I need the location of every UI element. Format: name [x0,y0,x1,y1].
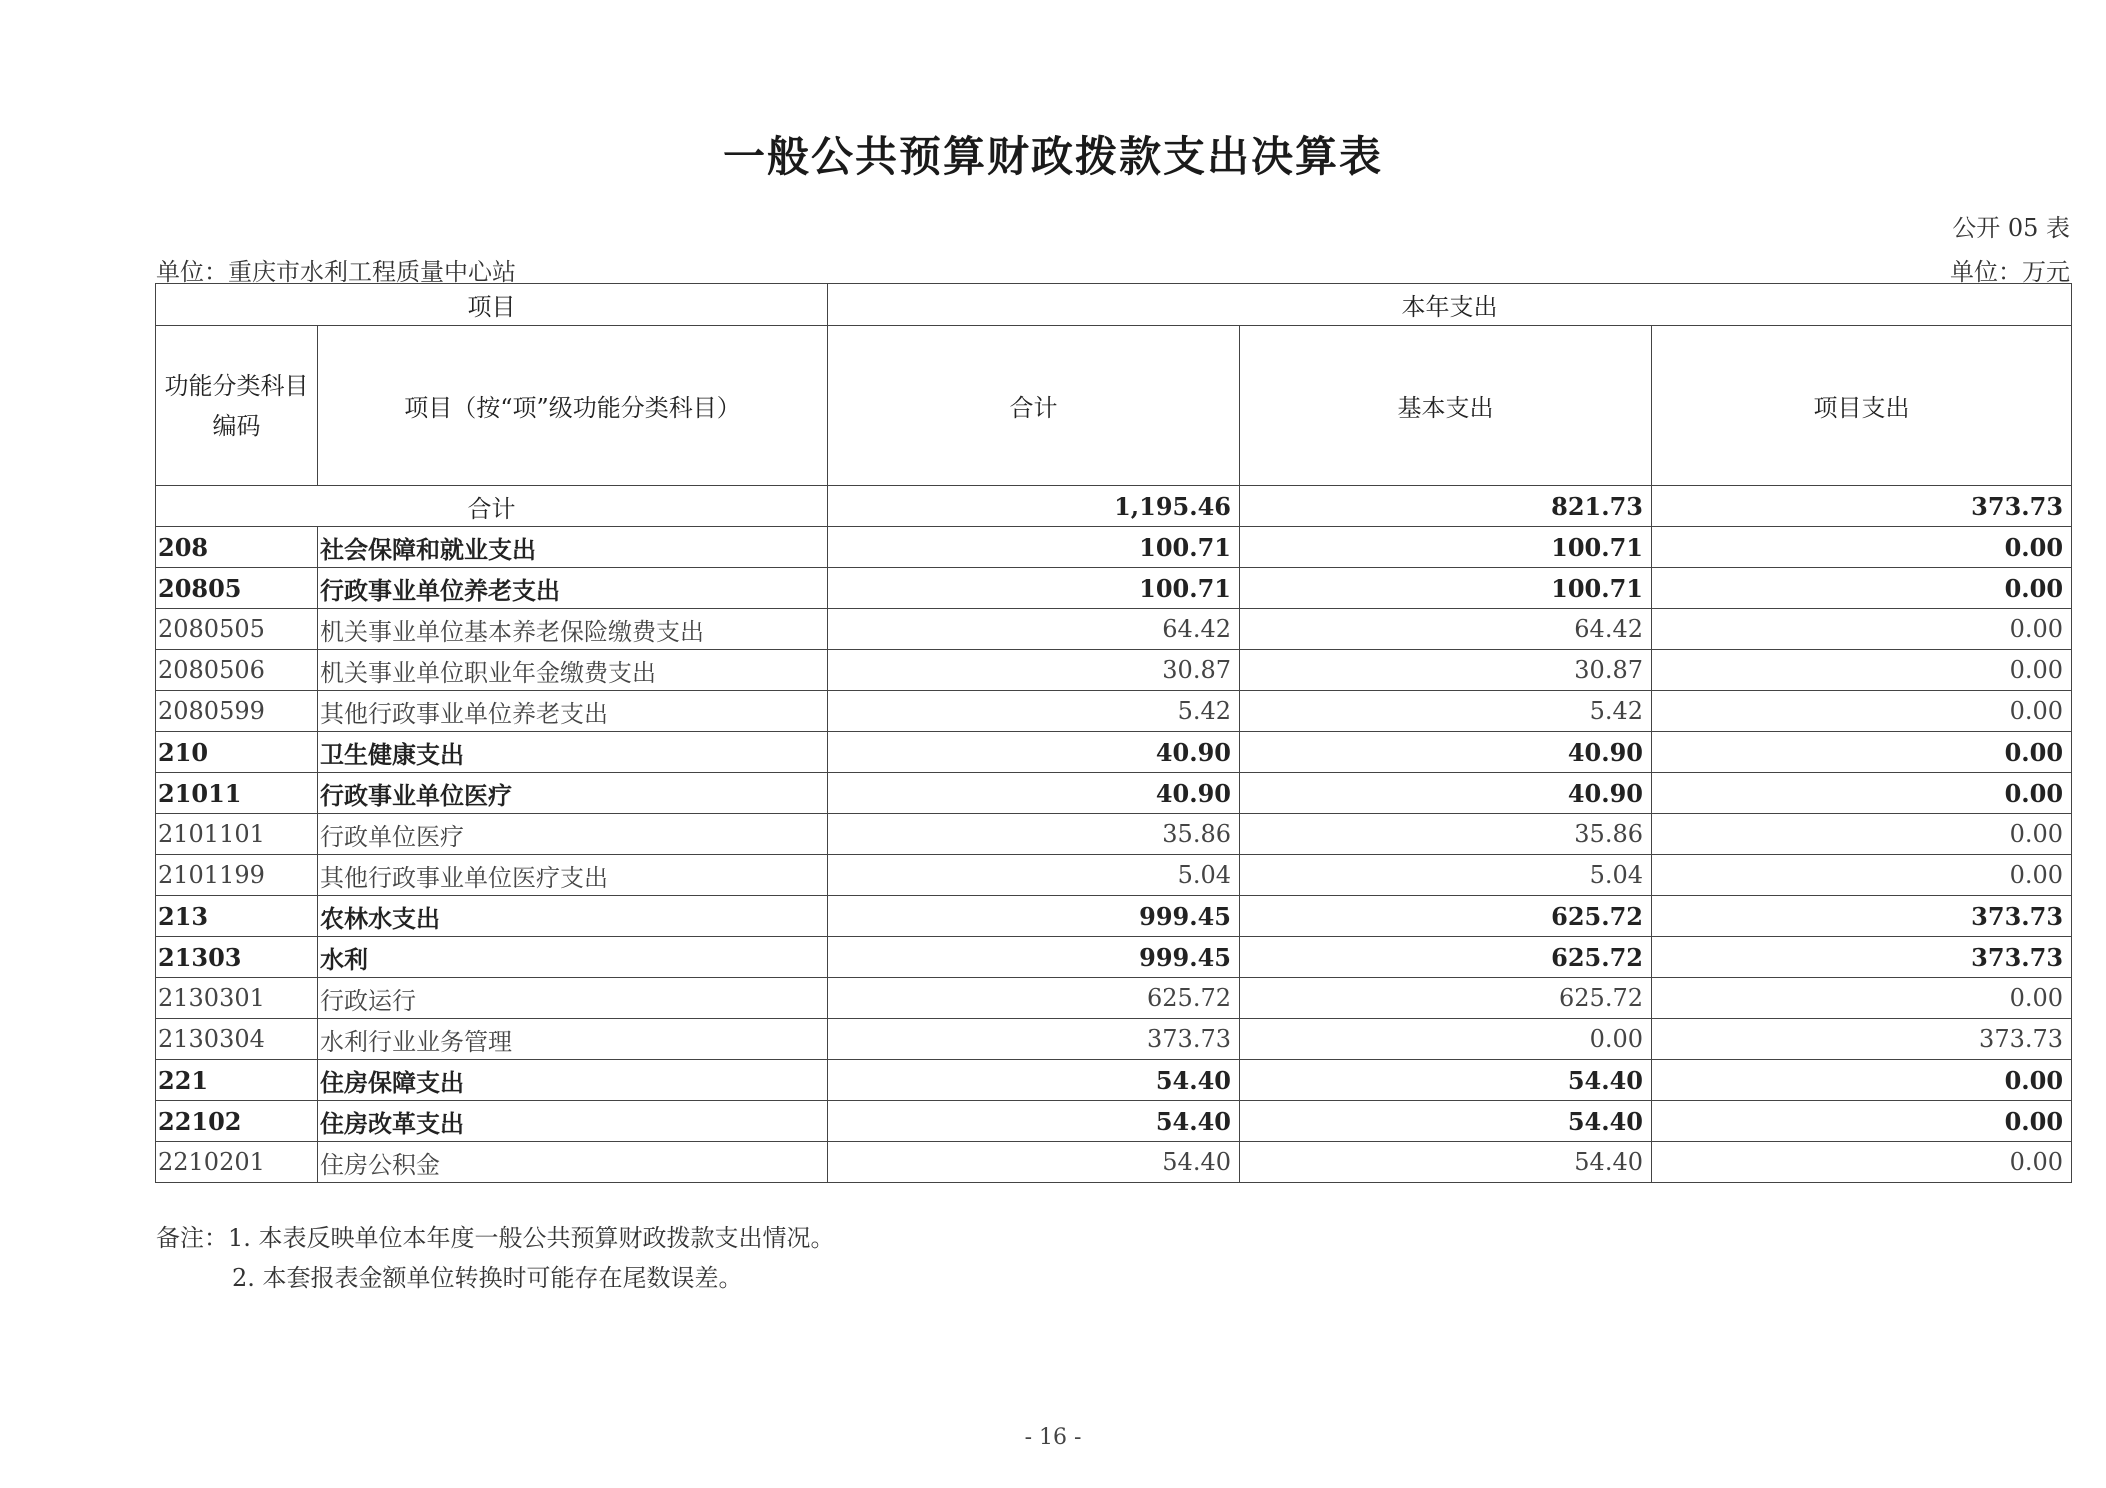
row-total: 5.04 [828,855,1240,896]
table-row [156,978,2072,1019]
total-project: 373.73 [1652,486,2072,527]
row-name: 卫生健康支出 [318,732,828,773]
row-project: 373.73 [1652,1019,2072,1060]
row-total: 35.86 [828,814,1240,855]
row-project: 373.73 [1652,937,2072,978]
row-code: 208 [156,527,318,568]
budget-table [155,283,2072,1183]
row-code: 210 [156,732,318,773]
row-basic: 30.87 [1240,650,1652,691]
row-basic: 5.42 [1240,691,1652,732]
page-title: 一般公共预算财政拨款支出决算表 [722,132,1383,181]
row-basic: 625.72 [1240,937,1652,978]
table-row [156,732,2072,773]
row-code: 2130304 [156,1019,318,1060]
row-project: 0.00 [1652,1060,2072,1101]
row-basic: 0.00 [1240,1019,1652,1060]
row-name: 行政运行 [318,978,828,1019]
note-1: 备注：1. 本表反映单位本年度一般公共预算财政拨款支出情况。 [156,1224,835,1252]
row-basic: 54.40 [1240,1060,1652,1101]
row-code: 221 [156,1060,318,1101]
header-current-year-expense: 本年支出 [828,284,2072,326]
notes [156,1218,835,1298]
row-code: 20805 [156,568,318,609]
currency-unit: 单位：万元 [1950,258,2070,286]
row-name: 机关事业单位职业年金缴费支出 [318,650,828,691]
row-project: 0.00 [1652,609,2072,650]
table-row [156,568,2072,609]
row-basic: 35.86 [1240,814,1652,855]
row-basic: 625.72 [1240,978,1652,1019]
row-code: 2130301 [156,978,318,1019]
row-basic: 5.04 [1240,855,1652,896]
header-basic: 基本支出 [1240,326,1652,486]
total-basic: 821.73 [1240,486,1652,527]
row-basic: 40.90 [1240,773,1652,814]
row-code: 2101199 [156,855,318,896]
row-name: 水利行业业务管理 [318,1019,828,1060]
row-name: 其他行政事业单位医疗支出 [318,855,828,896]
row-project: 373.73 [1652,896,2072,937]
table-row [156,773,2072,814]
total-label: 合计 [156,486,828,527]
row-total: 30.87 [828,650,1240,691]
header-total: 合计 [828,326,1240,486]
row-name: 行政事业单位养老支出 [318,568,828,609]
row-project: 0.00 [1652,691,2072,732]
row-total: 100.71 [828,527,1240,568]
form-number: 公开 05 表 [1952,214,2070,242]
row-total: 54.40 [828,1101,1240,1142]
row-total: 373.73 [828,1019,1240,1060]
row-project: 0.00 [1652,1101,2072,1142]
row-basic: 625.72 [1240,896,1652,937]
row-name: 行政事业单位医疗 [318,773,828,814]
row-project: 0.00 [1652,814,2072,855]
row-total: 40.90 [828,732,1240,773]
row-name: 行政单位医疗 [318,814,828,855]
row-code: 2080505 [156,609,318,650]
row-basic: 54.40 [1240,1101,1652,1142]
row-name: 水利 [318,937,828,978]
row-basic: 100.71 [1240,527,1652,568]
table-row [156,937,2072,978]
table-row [156,650,2072,691]
row-project: 0.00 [1652,773,2072,814]
table-row [156,855,2072,896]
header-project-expense: 项目支出 [1652,326,2072,486]
row-basic: 64.42 [1240,609,1652,650]
table-row [156,1060,2072,1101]
header-code: 功能分类科目编码 [156,326,318,486]
row-name: 农林水支出 [318,896,828,937]
row-project: 0.00 [1652,568,2072,609]
row-total: 625.72 [828,978,1240,1019]
row-basic: 40.90 [1240,732,1652,773]
row-code: 22102 [156,1101,318,1142]
row-basic: 100.71 [1240,568,1652,609]
table-row [156,814,2072,855]
table-row [156,527,2072,568]
row-project: 0.00 [1652,855,2072,896]
row-project: 0.00 [1652,650,2072,691]
row-project: 0.00 [1652,527,2072,568]
row-project: 0.00 [1652,1142,2072,1183]
page-number: - 16 - [1024,1425,1082,1450]
row-code: 2101101 [156,814,318,855]
row-code: 2080599 [156,691,318,732]
row-total: 100.71 [828,568,1240,609]
row-name: 机关事业单位基本养老保险缴费支出 [318,609,828,650]
table-row [156,1101,2072,1142]
row-total: 40.90 [828,773,1240,814]
row-name: 住房保障支出 [318,1060,828,1101]
table-row [156,1142,2072,1183]
row-project: 0.00 [1652,732,2072,773]
row-name: 住房公积金 [318,1142,828,1183]
row-code: 21011 [156,773,318,814]
total-sum: 1,195.46 [828,486,1240,527]
note-2: 2. 本套报表金额单位转换时可能存在尾数误差。 [232,1264,743,1292]
table-row [156,609,2072,650]
header-project-item: 项目（按“项”级功能分类科目） [318,326,828,486]
row-total: 54.40 [828,1142,1240,1183]
row-code: 2080506 [156,650,318,691]
header-project: 项目 [156,284,828,326]
table-row [156,896,2072,937]
total-row [156,486,2072,527]
row-total: 5.42 [828,691,1240,732]
row-project: 0.00 [1652,978,2072,1019]
row-total: 999.45 [828,896,1240,937]
row-code: 2210201 [156,1142,318,1183]
unit-name: 单位：重庆市水利工程质量中心站 [156,258,516,286]
row-name: 其他行政事业单位养老支出 [318,691,828,732]
row-basic: 54.40 [1240,1142,1652,1183]
row-code: 21303 [156,937,318,978]
row-total: 54.40 [828,1060,1240,1101]
row-total: 999.45 [828,937,1240,978]
row-total: 64.42 [828,609,1240,650]
table-row [156,1019,2072,1060]
row-name: 住房改革支出 [318,1101,828,1142]
row-code: 213 [156,896,318,937]
row-name: 社会保障和就业支出 [318,527,828,568]
table-row [156,691,2072,732]
